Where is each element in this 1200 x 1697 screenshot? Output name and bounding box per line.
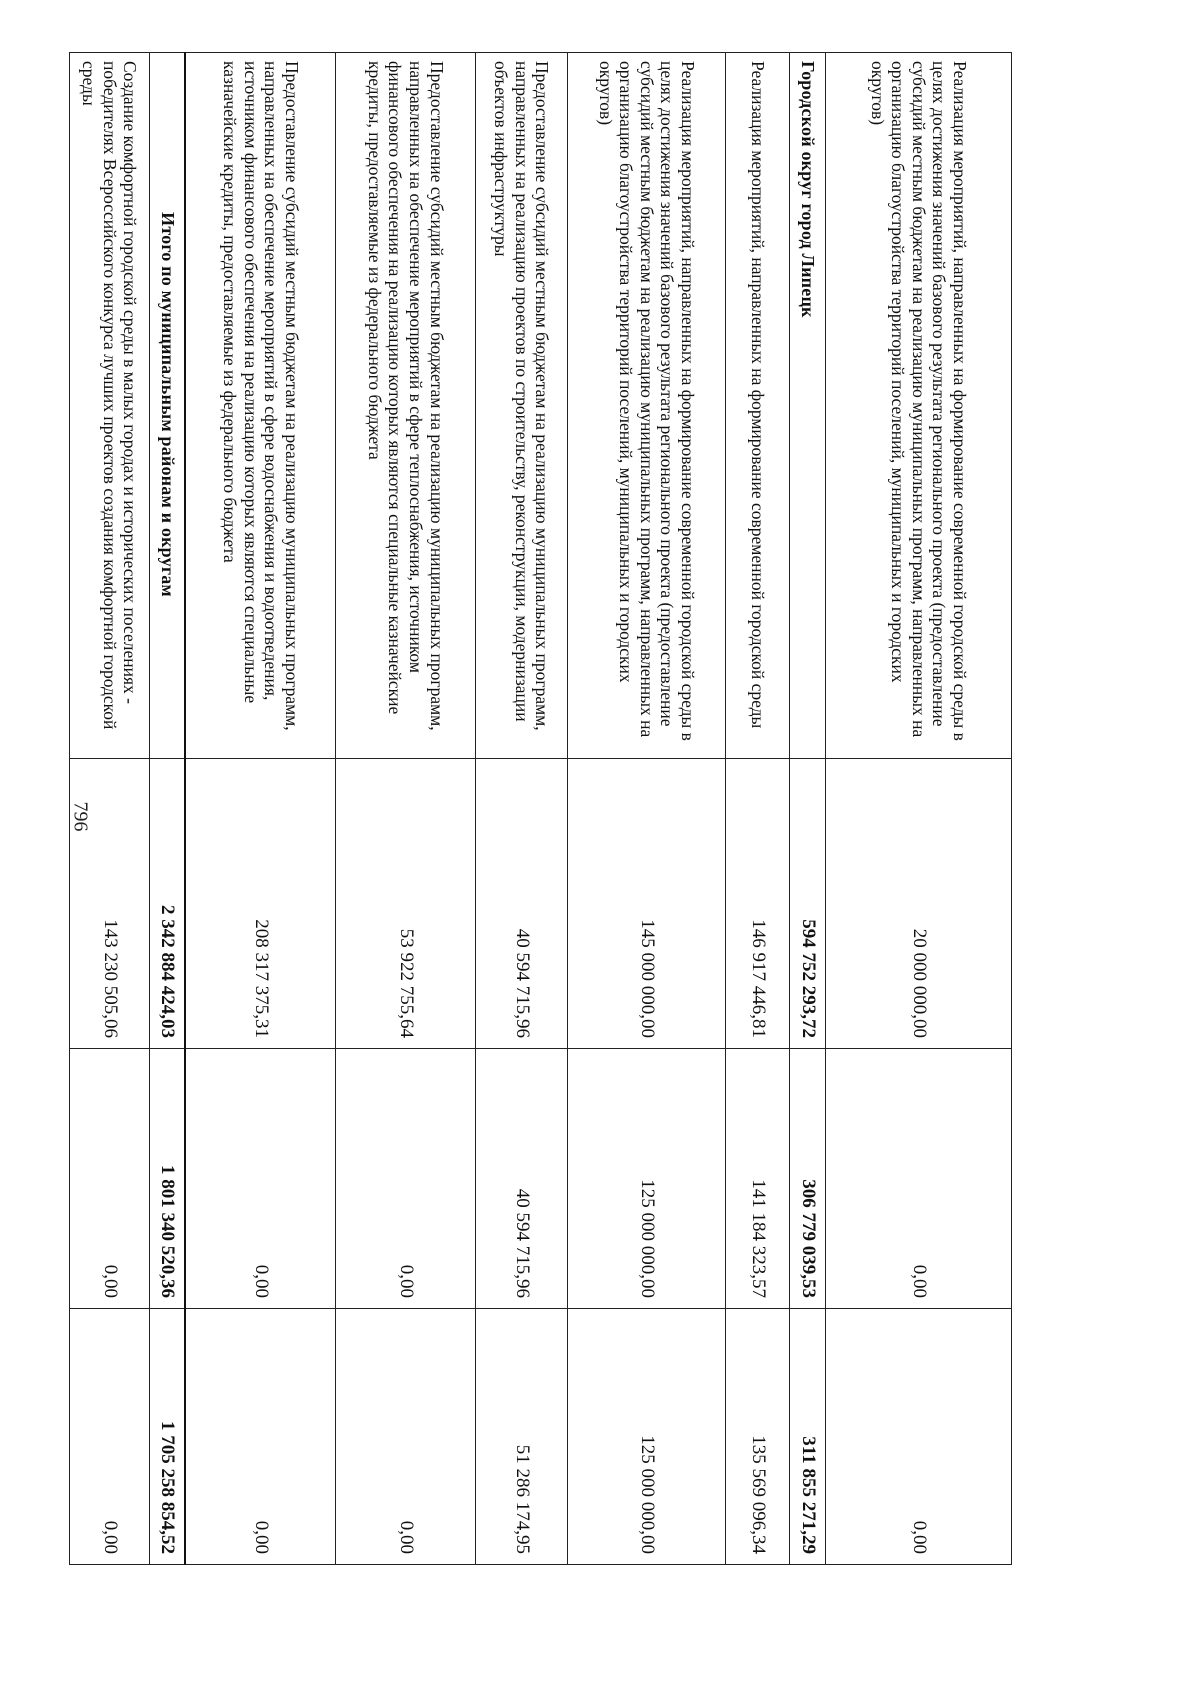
total-row [150, 53, 186, 1565]
row-value-2: 125 000 000,00 [568, 1049, 726, 1309]
row-description: Предоставление субсидий местным бюджетам на реализацию муниципальных программ, направленных на обеспечение мероприятий в сфере водоснабжения и водоотведения, источником финансового обеспечения на реализацию которых являются специальные казначейские кредиты, предоставляемые из федерального бюджета [186, 53, 336, 759]
row-value-3: 125 000 000,00 [568, 1309, 726, 1565]
section-title: Городской округ город Липецк [790, 53, 826, 759]
row-value-2: 40 594 715,96 [476, 1049, 568, 1309]
row-value-1: 145 000 000,00 [568, 759, 726, 1049]
row-value-1: 20 000 000,00 [826, 759, 1012, 1049]
table-row [336, 53, 476, 1565]
table-row [186, 53, 336, 1565]
row-value-3: 51 286 174,95 [476, 1309, 568, 1565]
row-description: Реализация мероприятий, направленных на формирование современной городской среды в целях достижения значений базового результата регионального проекта (предоставление субсидий местным бюджетам на реализацию муниципальных программ, направленных на организацию благоустройства территорий поселений, муниципальных и городских округов) [568, 53, 726, 759]
row-value-1: 208 317 375,31 [186, 759, 336, 1049]
row-value-3: 0,00 [186, 1309, 336, 1565]
table-row [476, 53, 568, 1565]
row-value-3: 0,00 [336, 1309, 476, 1565]
row-value-3: 135 569 096,34 [726, 1309, 790, 1565]
table-row [826, 53, 1012, 1565]
row-description: Предоставление субсидий местным бюджетам на реализацию муниципальных программ, направленных на обеспечение мероприятий в сфере теплоснабжения, источником финансового обеспечения на реализацию которых являются специальные казначейские кредиты, предоставляемые из федерального бюджета [336, 53, 476, 759]
row-value-1: 40 594 715,96 [476, 759, 568, 1049]
table-row [70, 53, 150, 1565]
row-description: Реализация мероприятий, направленных на формирование современной городской среды [726, 53, 790, 759]
row-value-2: 0,00 [186, 1049, 336, 1309]
row-value-2: 1 801 340 520,36 [150, 1049, 186, 1309]
row-value-3: 0,00 [826, 1309, 1012, 1565]
row-value-1: 53 922 755,64 [336, 759, 476, 1049]
section-header-row [790, 53, 826, 1565]
row-value-1: 146 917 446,81 [726, 759, 790, 1049]
page-number: 796 [69, 801, 92, 832]
row-value-2: 0,00 [70, 1049, 150, 1309]
row-value-2: 306 779 039,53 [790, 1049, 826, 1309]
row-description: Предоставление субсидий местным бюджетам на реализацию муниципальных программ, направленных на реализацию проектов по строительству, реконструкции, модернизации объектов инфраструктуры [476, 53, 568, 759]
budget-table [69, 52, 1012, 1565]
row-value-1: 2 342 884 424,03 [150, 759, 186, 1049]
row-value-1: 143 230 505,06 [70, 759, 150, 1049]
row-description: Создание комфортной городской среды в малых городах и исторических поселениях - победителях Всероссийского конкурса лучших проектов создания комфортной городской среды [70, 53, 150, 759]
row-value-3: 0,00 [70, 1309, 150, 1565]
row-value-2: 0,00 [826, 1049, 1012, 1309]
row-value-2: 0,00 [336, 1049, 476, 1309]
row-value-3: 1 705 258 854,52 [150, 1309, 186, 1565]
row-description: Реализация мероприятий, направленных на формирование современной городской среды в целях достижения значений базового результата регионального проекта (предоставление субсидий местным бюджетам на реализацию муниципальных программ, направленных на организацию благоустройства территорий поселений, муниципальных и городских округов) [826, 53, 1012, 759]
row-value-3: 311 855 271,29 [790, 1309, 826, 1565]
row-value-1: 594 752 293,72 [790, 759, 826, 1049]
row-value-2: 141 184 323,57 [726, 1049, 790, 1309]
table-row [568, 53, 726, 1565]
total-label: Итого по муниципальным районам и округам [150, 53, 186, 759]
table-row [726, 53, 790, 1565]
